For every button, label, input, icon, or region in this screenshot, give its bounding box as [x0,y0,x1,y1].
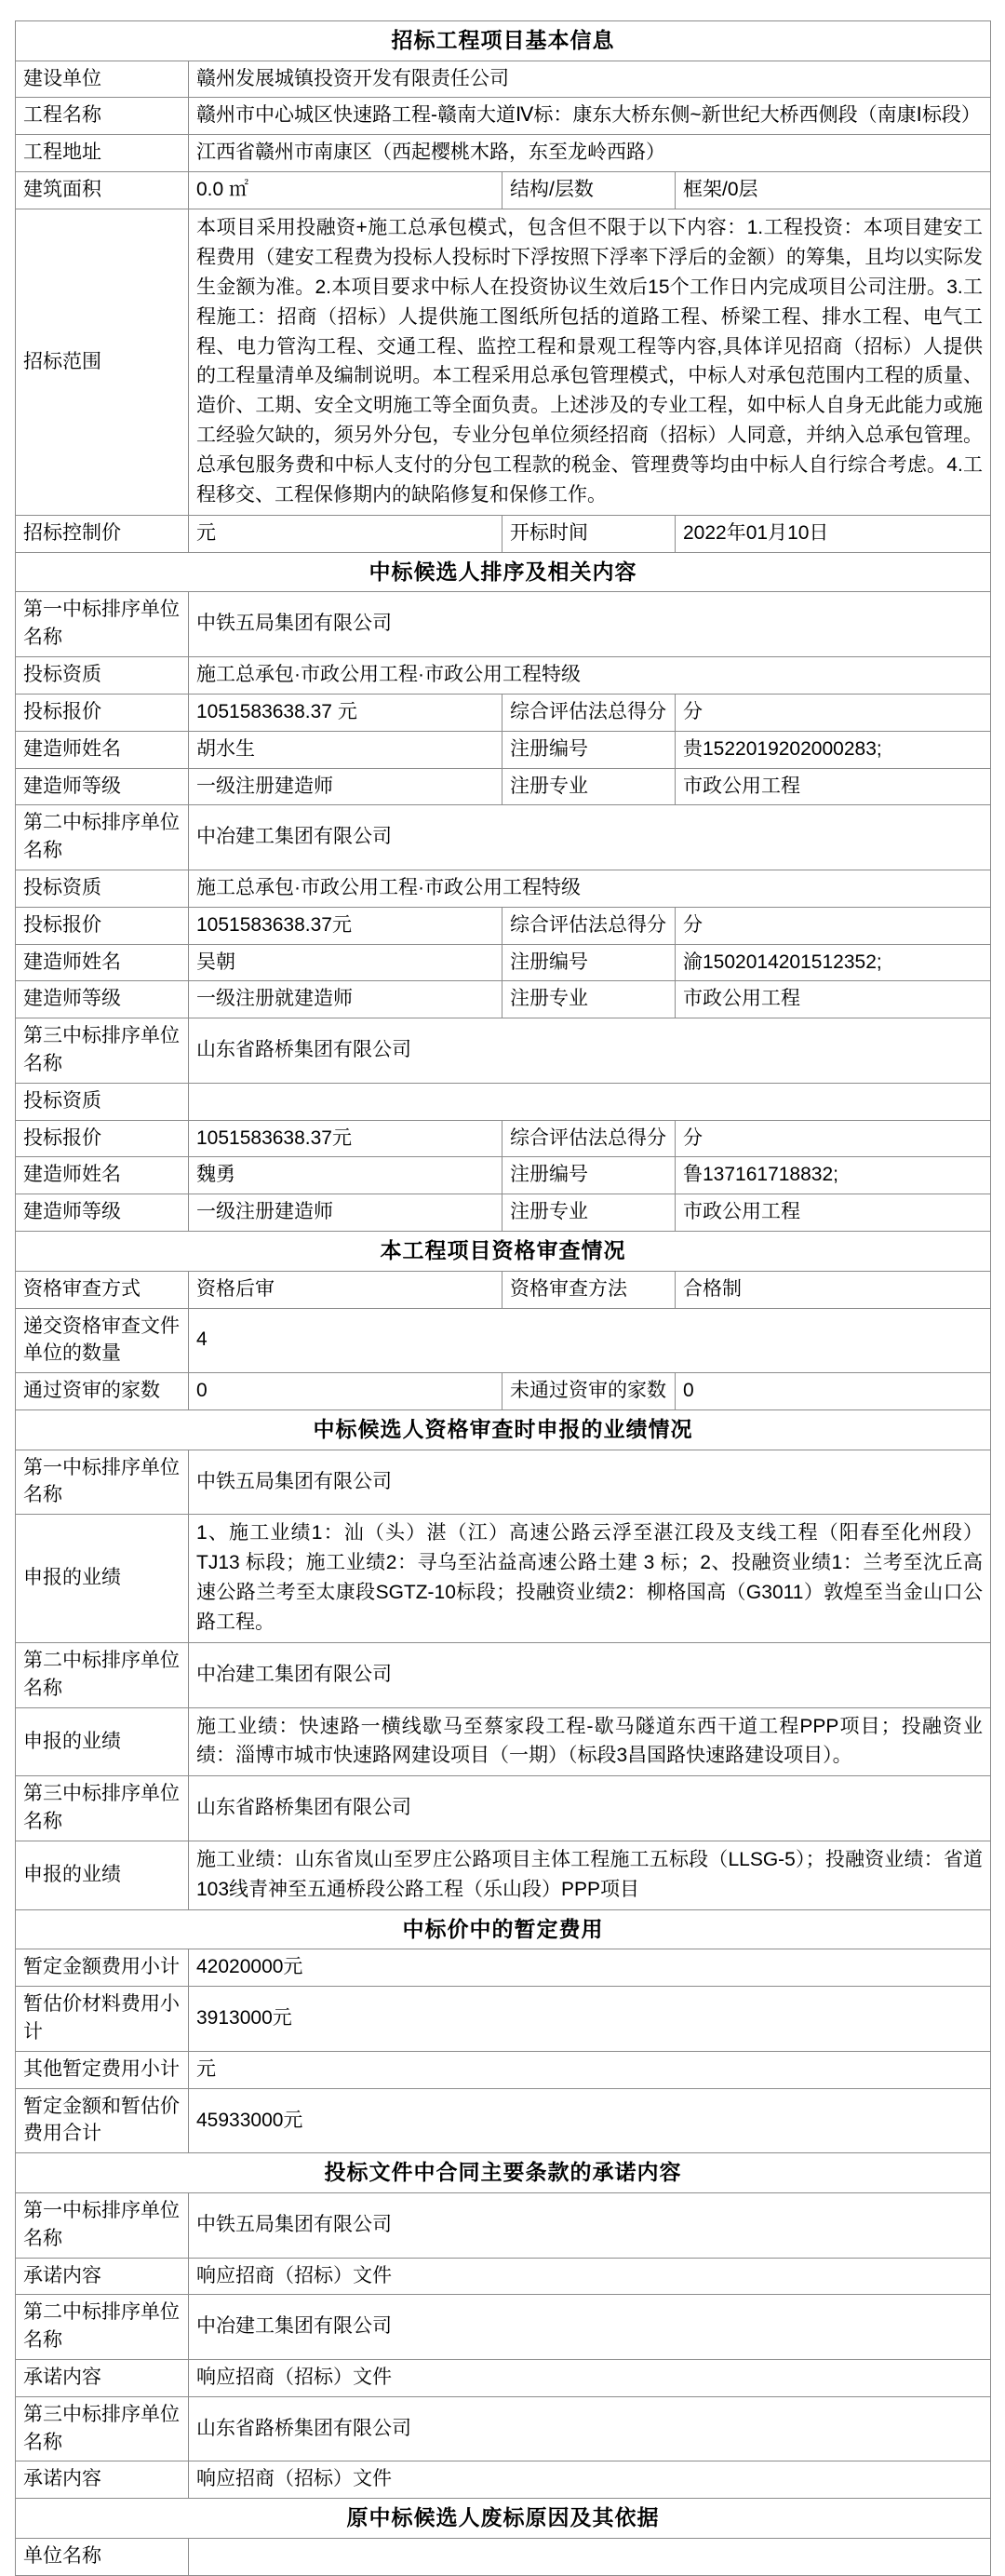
label-builder-level: 建造师等级 [16,1194,189,1232]
table-row [16,805,991,870]
table-row [16,2192,991,2258]
table-row [16,2051,991,2088]
label-builder-name: 建造师姓名 [16,731,189,768]
value-provisional-amount-sub: 42020000元 [189,1949,991,1987]
table-row [16,98,991,135]
bidding-info-table [15,20,991,2576]
label-unit-name: 单位名称 [16,2538,189,2575]
label-eval-total-score: 综合评估法总得分 [502,907,676,944]
value-commit-third-rank-unit: 山东省路桥集团有限公司 [189,2396,991,2461]
section-title-commitment-content: 投标文件中合同主要条款的承诺内容 [16,2153,991,2193]
section-title-candidate-order: 中标候选人排序及相关内容 [16,552,991,592]
table-row [16,1776,991,1841]
label-bid-price: 投标报价 [16,1120,189,1157]
label-commit-first-rank-unit: 第一中标排序单位名称 [16,2192,189,2258]
label-register-major: 注册专业 [502,1194,676,1232]
section-header-row [16,2153,991,2193]
label-bid-scope: 招标范围 [16,209,189,515]
label-structure-floors: 结构/层数 [502,172,676,209]
value-register-number-2: 渝1502014201512352; [676,944,991,981]
table-row [16,731,991,768]
label-second-rank-unit: 第二中标排序单位名称 [16,805,189,870]
value-construction-unit: 赣州发展城镇投资开发有限责任公司 [189,61,991,98]
label-builder-level: 建造师等级 [16,768,189,805]
value-bid-price-2: 1051583638.37元 [189,907,502,944]
label-other-provisional-sub: 其他暂定费用小计 [16,2051,189,2088]
value-register-major-3: 市政公用工程 [676,1194,991,1232]
label-declared-perf: 申报的业绩 [16,1707,189,1776]
value-bid-qualification-1: 施工总承包·市政公用工程·市政公用工程特级 [189,657,991,695]
value-register-major-1: 市政公用工程 [676,768,991,805]
label-project-address: 工程地址 [16,135,189,172]
label-third-rank-unit: 第三中标排序单位名称 [16,1018,189,1084]
value-eval-total-score-3: 分 [676,1120,991,1157]
label-declared-perf: 申报的业绩 [16,1841,189,1909]
value-builder-name-1: 胡水生 [189,731,502,768]
value-project-address: 江西省赣州市南康区（西起樱桃木路，东至龙岭西路） [189,135,991,172]
label-commit-second-rank-unit: 第二中标排序单位名称 [16,2295,189,2360]
value-declared-perf-1: 1、施工业绩1：汕（头）湛（江）高速公路云浮至湛江段及支线工程（阳春至化州段）TJ13 标段；施工业绩2：寻乌至沾益高速公路土建 3 标；2、投融资业绩1：兰考至沈丘高速公路兰考至太康段SGTZ-10标段；投融资业绩2：柳格国高（G3011）敦煌至当金山口公路工程。 [189,1515,991,1643]
label-register-number: 注册编号 [502,944,676,981]
value-passed-count: 0 [189,1373,502,1410]
value-bid-qualification-3 [189,1083,991,1120]
table-row [16,870,991,907]
table-row [16,657,991,695]
label-submitted-count: 递交资格审查文件单位的数量 [16,1308,189,1373]
value-eval-total-score-1: 分 [676,694,991,731]
value-register-number-1: 贵1522019202000283; [676,731,991,768]
label-bid-qualification: 投标资质 [16,870,189,907]
label-commitment: 承诺内容 [16,2461,189,2499]
table-row [16,515,991,552]
value-bid-price-3: 1051583638.37元 [189,1120,502,1157]
value-register-major-2: 市政公用工程 [676,981,991,1018]
label-commit-third-rank-unit: 第三中标排序单位名称 [16,2396,189,2461]
value-provisional-total: 45933000元 [189,2088,991,2153]
value-bid-price-1: 1051583638.37 元 [189,694,502,731]
section-header-row [16,552,991,592]
section-header-row [16,1409,991,1450]
value-perf-first-rank-unit: 中铁五局集团有限公司 [189,1450,991,1515]
value-structure-floors: 框架/0层 [676,172,991,209]
value-builder-level-3: 一级注册建造师 [189,1194,502,1232]
label-provisional-material-sub: 暂估价材料费用小计 [16,1987,189,2052]
value-building-area: 0.0 ㎡ [189,172,502,209]
value-declared-perf-3: 施工业绩：山东省岚山至罗庄公路项目主体工程施工五标段（LLSG-5）；投融资业绩：省道103线青神至五通桥段公路工程（乐山段）PPP项目 [189,1841,991,1909]
value-commit-first-rank-unit: 中铁五局集团有限公司 [189,2192,991,2258]
table-row [16,172,991,209]
value-provisional-material-sub: 3913000元 [189,1987,991,2052]
section-title-provisional-fees: 中标价中的暂定费用 [16,1909,991,1949]
section-title-qualification-review: 本工程项目资格审查情况 [16,1232,991,1272]
table-row [16,1308,991,1373]
value-bid-scope: 本项目采用投融资+施工总承包模式，包含但不限于以下内容：1.工程投资：本项目建安工程费用（建安工程费为投标人投标时下浮按照下浮率下浮后的金额）的筹集，且均以实际发生金额为准。2.本项目要求中标人在投资协议生效后15个工作日内完成项目公司注册。3.工程施工：招商（招标）人提供施工图纸所包括的道路工程、桥梁工程、排水工程、电气工程、电力管沟工程、交通工程、监控工程和景观工程等内容,具体详见招商（招标）人提供的工程量清单及编制说明。本工程采用总承包管理模式，中标人对承包范围内工程的质量、造价、工期、安全文明施工等全面负责。上述涉及的专业工程，如中标人自身无此能力或施工经验欠缺的，须另外分包，专业分包单位须经招商（招标）人同意，并纳入总承包管理。总承包服务费和中标人支付的分包工程款的税金、管理费等均由中标人自行综合考虑。4.工程移交、工程保修期内的缺陷修复和保修工作。 [189,209,991,515]
value-commitment-1: 响应招商（招标）文件 [189,2258,991,2295]
table-row [16,907,991,944]
value-second-rank-unit: 中冶建工集团有限公司 [189,805,991,870]
table-row [16,2295,991,2360]
table-row [16,135,991,172]
label-review-method: 资格审查方式 [16,1271,189,1308]
value-eval-total-score-2: 分 [676,907,991,944]
label-provisional-amount-sub: 暂定金额费用小计 [16,1949,189,1987]
value-builder-name-3: 魏勇 [189,1157,502,1194]
label-bid-open-time: 开标时间 [502,515,676,552]
label-bid-qualification: 投标资质 [16,657,189,695]
label-bid-qualification: 投标资质 [16,1083,189,1120]
table-row [16,1987,991,2052]
table-row [16,1515,991,1643]
value-submitted-count: 4 [189,1308,991,1373]
value-commit-second-rank-unit: 中冶建工集团有限公司 [189,2295,991,2360]
label-builder-name: 建造师姓名 [16,1157,189,1194]
table-row [16,1018,991,1084]
table-row [16,592,991,657]
section-header-row [16,1232,991,1272]
value-other-provisional-sub: 元 [189,2051,991,2088]
value-commitment-2: 响应招商（招标）文件 [189,2360,991,2397]
label-builder-name: 建造师姓名 [16,944,189,981]
value-review-method: 资格后审 [189,1271,502,1308]
value-perf-second-rank-unit: 中冶建工集团有限公司 [189,1642,991,1707]
value-declared-perf-2: 施工业绩：快速路一横线歇马至蔡家段工程-歇马隧道东西干道工程PPP项目；投融资业绩：淄博市城市快速路网建设项目（一期）（标段3昌国路快速路建设项目）。 [189,1707,991,1776]
label-register-number: 注册编号 [502,1157,676,1194]
table-row [16,1949,991,1987]
label-register-major: 注册专业 [502,981,676,1018]
table-row [16,1450,991,1515]
table-row [16,694,991,731]
value-register-number-3: 鲁137161718832; [676,1157,991,1194]
label-construction-unit: 建设单位 [16,61,189,98]
table-row [16,1642,991,1707]
value-failed-count: 0 [676,1373,991,1410]
value-bid-open-time: 2022年01月10日 [676,515,991,552]
table-row [16,1083,991,1120]
label-commitment: 承诺内容 [16,2360,189,2397]
value-unit-name [189,2538,991,2575]
label-eval-total-score: 综合评估法总得分 [502,694,676,731]
section-header-row [16,21,991,61]
table-row [16,2360,991,2397]
section-title-original-abandon: 原中标候选人废标原因及其依据 [16,2499,991,2539]
label-review-approach: 资格审查方法 [502,1271,676,1308]
section-header-row [16,1909,991,1949]
value-commitment-3: 响应招商（招标）文件 [189,2461,991,2499]
label-failed-count: 未通过资审的家数 [502,1373,676,1410]
table-row [16,209,991,515]
table-row [16,1120,991,1157]
value-third-rank-unit: 山东省路桥集团有限公司 [189,1018,991,1084]
label-provisional-total: 暂定金额和暂估价费用合计 [16,2088,189,2153]
value-bid-qualification-2: 施工总承包·市政公用工程·市政公用工程特级 [189,870,991,907]
label-passed-count: 通过资审的家数 [16,1373,189,1410]
value-first-rank-unit: 中铁五局集团有限公司 [189,592,991,657]
label-perf-first-rank-unit: 第一中标排序单位名称 [16,1450,189,1515]
label-project-name: 工程名称 [16,98,189,135]
value-control-price: 元 [189,515,502,552]
table-row [16,2396,991,2461]
label-perf-second-rank-unit: 第二中标排序单位名称 [16,1642,189,1707]
table-row [16,1841,991,1909]
table-row [16,768,991,805]
label-register-number: 注册编号 [502,731,676,768]
table-row [16,1157,991,1194]
label-building-area: 建筑面积 [16,172,189,209]
label-bid-price: 投标报价 [16,694,189,731]
table-row [16,1373,991,1410]
section-header-row [16,2499,991,2539]
table-row [16,944,991,981]
label-register-major: 注册专业 [502,768,676,805]
label-commitment: 承诺内容 [16,2258,189,2295]
value-builder-name-2: 吴朝 [189,944,502,981]
value-builder-level-1: 一级注册建造师 [189,768,502,805]
label-eval-total-score: 综合评估法总得分 [502,1120,676,1157]
label-builder-level: 建造师等级 [16,981,189,1018]
label-control-price: 招标控制价 [16,515,189,552]
table-row [16,1271,991,1308]
value-perf-third-rank-unit: 山东省路桥集团有限公司 [189,1776,991,1841]
label-bid-price: 投标报价 [16,907,189,944]
table-row [16,2088,991,2153]
value-project-name: 赣州市中心城区快速路工程-赣南大道Ⅳ标：康东大桥东侧~新世纪大桥西侧段（南康Ⅰ标段） [189,98,991,135]
table-row [16,61,991,98]
table-row [16,2538,991,2575]
table-row [16,1707,991,1776]
table-row [16,2461,991,2499]
label-declared-perf: 申报的业绩 [16,1515,189,1643]
section-title-basic-info: 招标工程项目基本信息 [16,21,991,61]
table-row [16,981,991,1018]
value-builder-level-2: 一级注册就建造师 [189,981,502,1018]
value-review-approach: 合格制 [676,1271,991,1308]
label-perf-third-rank-unit: 第三中标排序单位名称 [16,1776,189,1841]
label-first-rank-unit: 第一中标排序单位名称 [16,592,189,657]
table-row [16,2258,991,2295]
table-row [16,1194,991,1232]
section-title-declared-performance: 中标候选人资格审查时申报的业绩情况 [16,1409,991,1450]
